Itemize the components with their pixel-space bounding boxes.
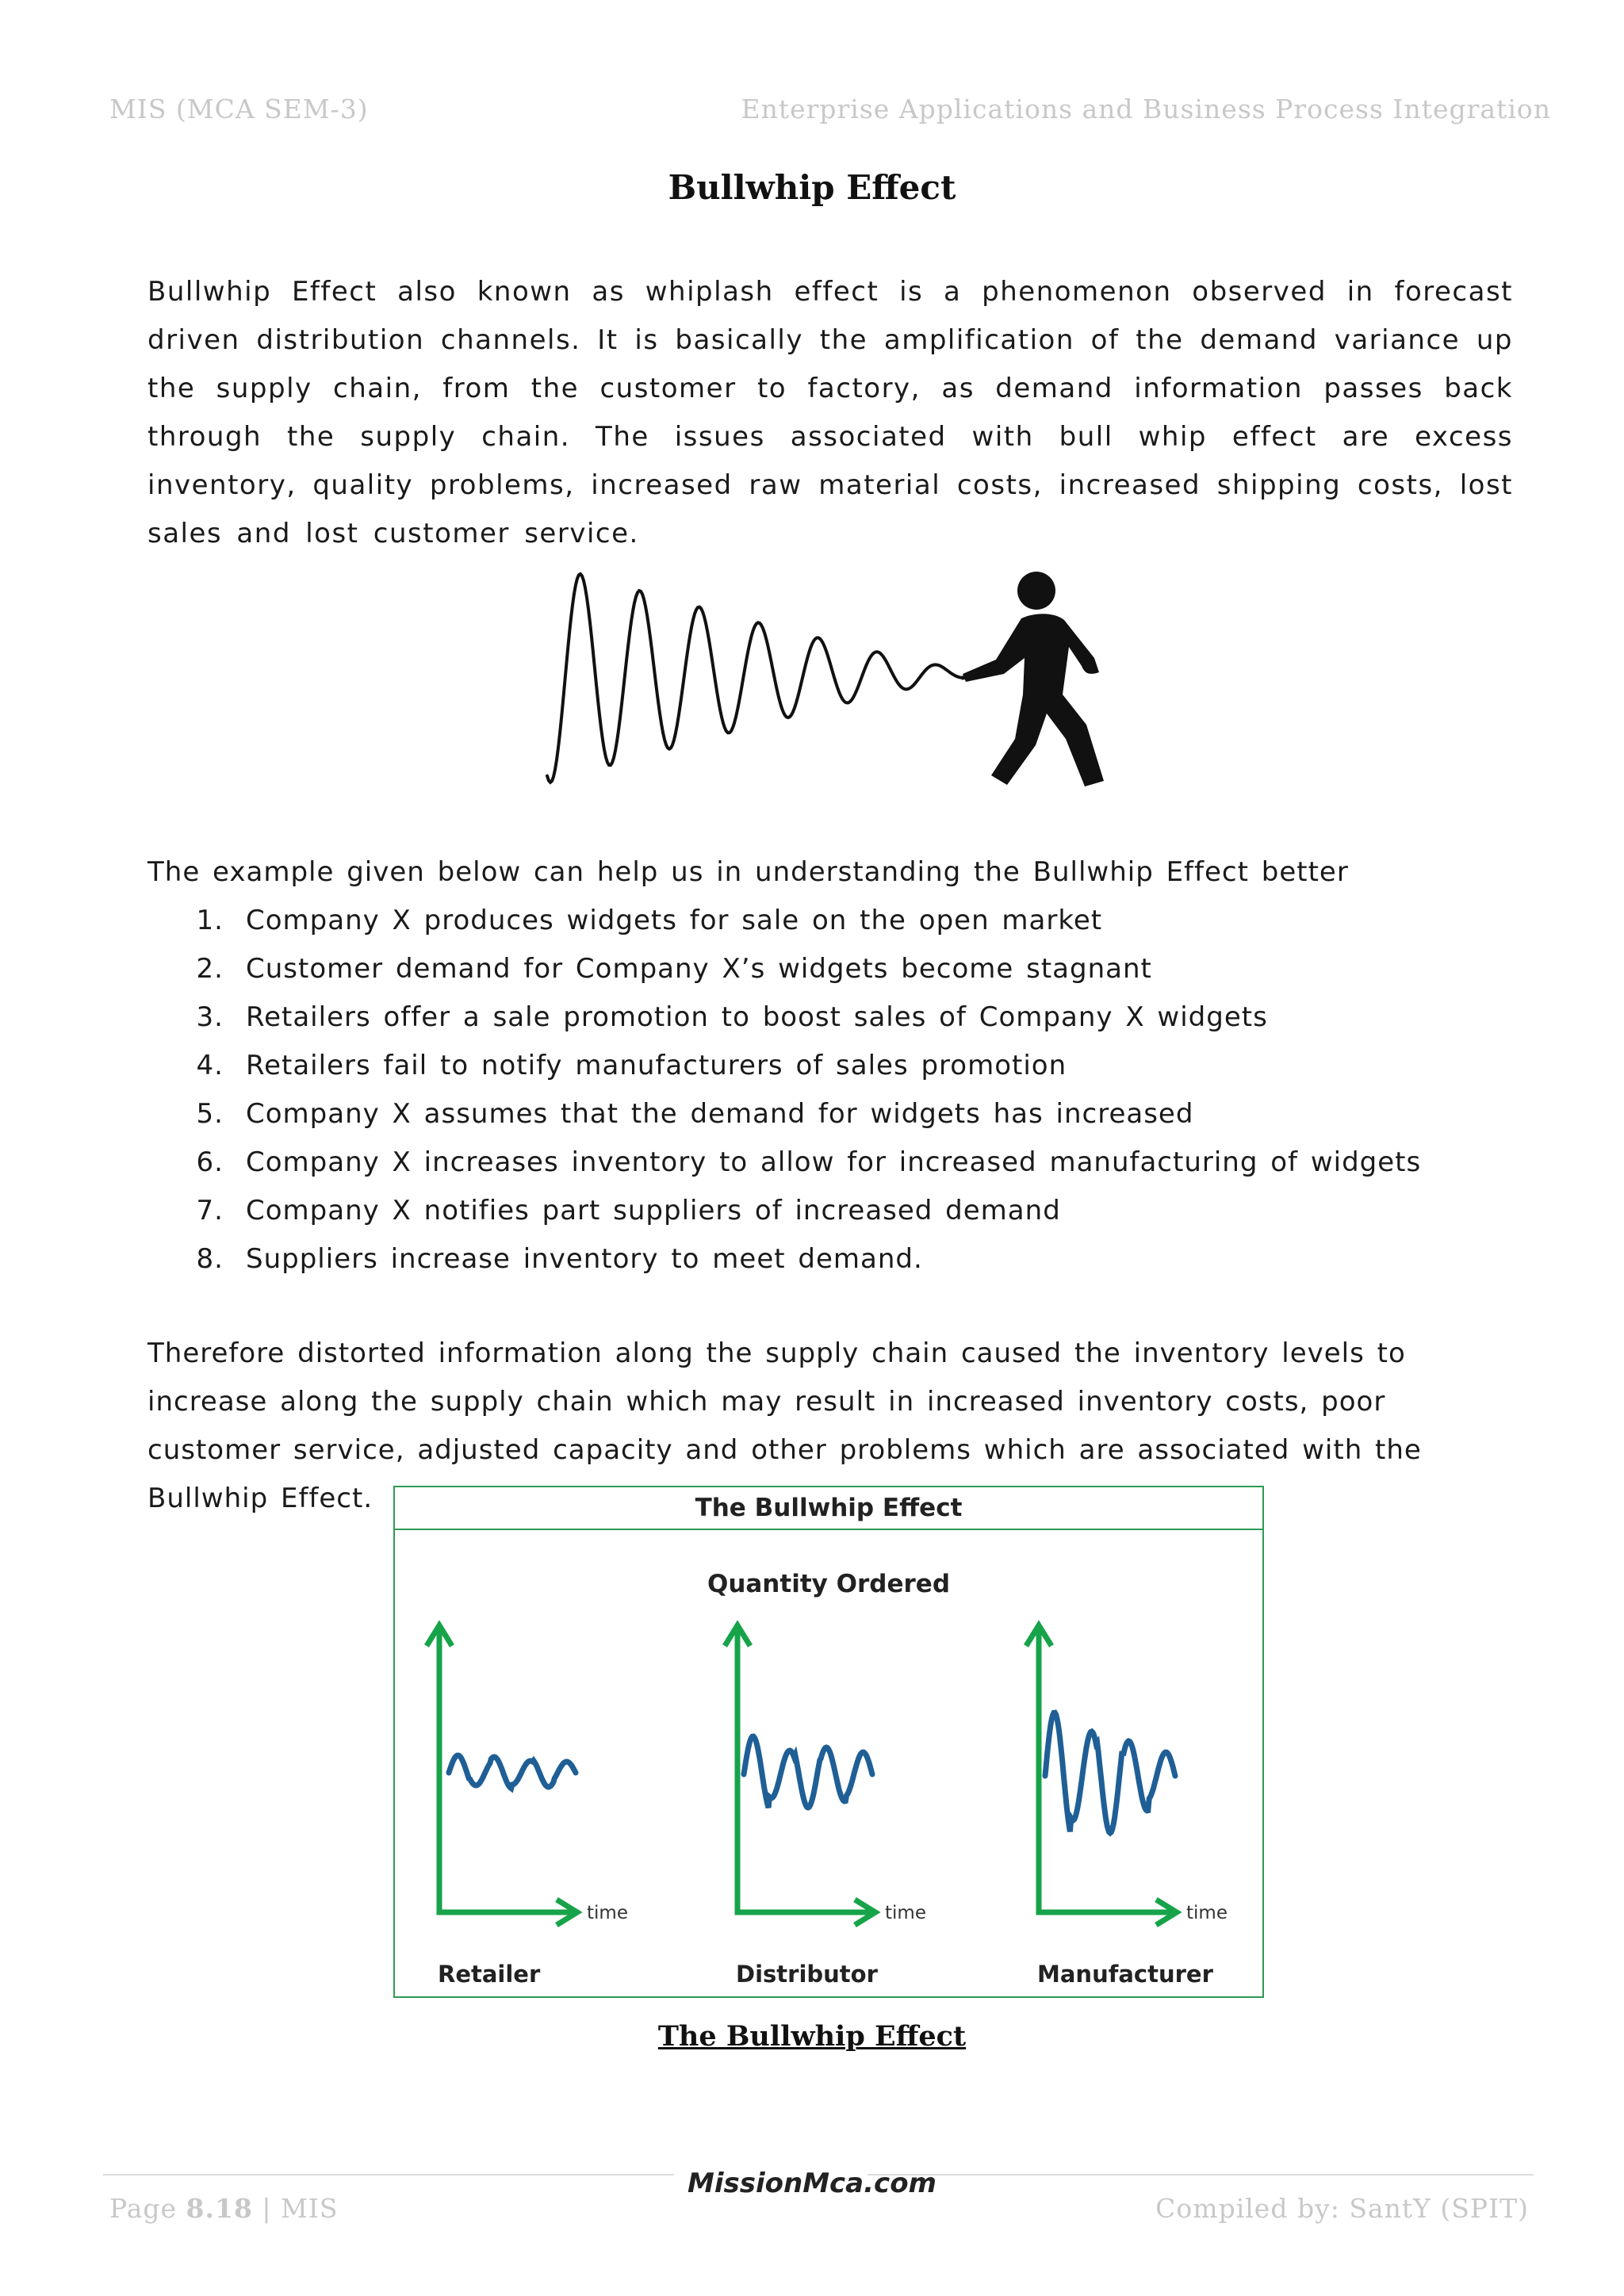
footer-page-info: Page 8.18 | MIS <box>109 2193 339 2224</box>
retailer-time-label: time <box>587 1903 628 1923</box>
list-item: 1. Company X produces widgets for sale on the open market <box>196 905 1103 936</box>
retailer-label: Retailer <box>438 1961 541 1988</box>
distributor-time-label: time <box>885 1903 926 1923</box>
list-item: 7. Company X notifies part suppliers of increased demand <box>196 1195 1061 1226</box>
retailer-demand-curve <box>449 1755 576 1789</box>
figure-caption: The Bullwhip Effect <box>657 2020 967 2053</box>
diagram-subtitle: Quantity Ordered <box>707 1570 951 1598</box>
page-header <box>109 94 1551 124</box>
manufacturer-label: Manufacturer <box>1037 1961 1213 1988</box>
intro-paragraph: Bullwhip Effect also known as whiplash effect is a phenomenon observed in forecast driven distribution channels. It is basically the amplification of the demand variance up the supply chain, from the customer to factory, as demand information passes back through the supply chain. The issues associated with bull whip effect are excess inventory, quality problems, increased raw material costs, increased shipping costs, lost sales and lost customer service. <box>147 276 1513 549</box>
list-item: 2. Customer demand for Company X’s widgets become stagnant <box>196 953 1152 985</box>
list-item: 3. Retailers offer a sale promotion to boost sales of Company X widgets <box>196 1001 1268 1033</box>
list-item: 5. Company X assumes that the demand for widgets has increased <box>196 1098 1194 1130</box>
diagram-panels <box>395 1529 1262 1996</box>
panel-manufacturer <box>1026 1625 1228 1988</box>
list-item: 6. Company X increases inventory to allow for increased manufacturing of widgets <box>196 1146 1422 1178</box>
list-item: 8. Suppliers increase inventory to meet demand. <box>196 1243 923 1275</box>
manufacturer-demand-curve <box>1045 1712 1175 1833</box>
manufacturer-time-label: time <box>1186 1903 1228 1923</box>
distributor-label: Distributor <box>736 1961 878 1988</box>
whip-illustration <box>539 555 1126 793</box>
example-steps-list <box>190 897 1421 1284</box>
person-cracking-whip-icon <box>963 572 1104 786</box>
panel-distributor <box>725 1625 926 1988</box>
panel-retailer <box>427 1625 628 1988</box>
header-course: MIS (MCA SEM-3) <box>109 94 369 124</box>
whip-wave <box>547 574 975 783</box>
footer-logo: MissionMca.com <box>688 2168 936 2199</box>
bullwhip-diagram <box>393 1486 1264 1998</box>
page-title: Bullwhip Effect <box>668 168 956 207</box>
conclusion-paragraph: Therefore distorted information along the supply chain caused the inventory levels to increase along the supply chain which may result in increased inventory costs, poor customer service, adjusted capacity and other problems which are associated with the Bullwhip Effect. <box>147 1337 1422 1514</box>
list-item: 4. Retailers fail to notify manufacturers of sales promotion <box>196 1050 1067 1081</box>
diagram-title: The Bullwhip Effect <box>395 1487 1262 1530</box>
page-number: 8.18 <box>186 2193 253 2224</box>
distributor-demand-curve <box>744 1736 872 1808</box>
example-intro: The example given below can help us in understanding the Bullwhip Effect better <box>147 856 1349 888</box>
header-subject: Enterprise Applications and Business Process Integration <box>741 94 1551 124</box>
footer-compiler: Compiled by: SantY (SPIT) <box>1155 2193 1529 2224</box>
